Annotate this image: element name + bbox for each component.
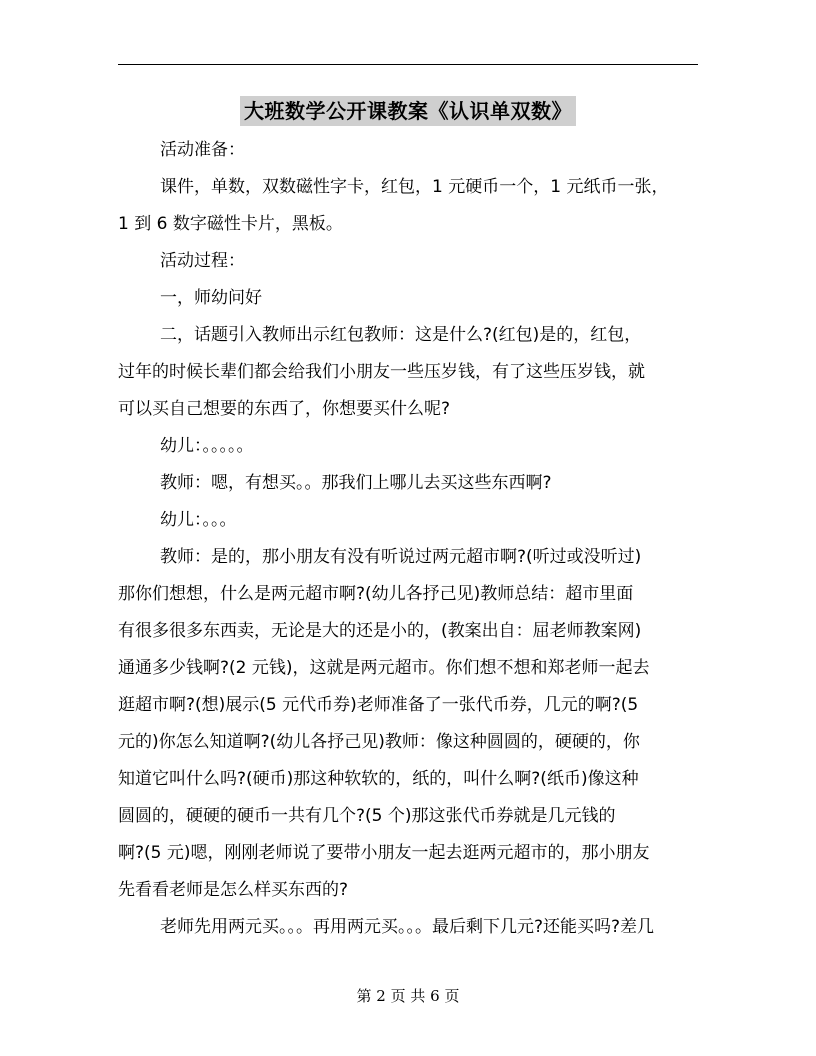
text-line: 1 到 6 数字磁性卡片，黑板。: [118, 214, 343, 234]
text-line: 教师：是的，那小朋友有没有听说过两元超市啊?(听过或没听过): [160, 547, 642, 567]
paragraph: [118, 280, 698, 317]
paragraph: [118, 465, 698, 502]
document-body: [118, 132, 698, 946]
paragraph: [118, 132, 698, 169]
paragraph: [118, 169, 698, 243]
text-line: 可以买自己想要的东西了，你想要买什么呢?: [118, 399, 451, 419]
text-line: 二，话题引入教师出示红包教师：这是什么?(红包)是的，红包，: [160, 325, 642, 345]
text-line: 圆圆的，硬硬的硬币一共有几个?(5 个)那这张代币券就是几元钱的: [118, 806, 616, 826]
text-line: 有很多很多东西卖，无论是大的还是小的，(教案出自：屈老师教案网): [118, 621, 642, 641]
text-line: 啊?(5 元)嗯，刚刚老师说了要带小朋友一起去逛两元超市的，那小朋友: [118, 843, 650, 863]
text-line: 老师先用两元买。。。再用两元买。。。最后剩下几元?还能买吗?差几: [160, 917, 655, 937]
paragraph: [118, 539, 698, 909]
paragraph: [118, 243, 698, 280]
paragraph: [118, 502, 698, 539]
text-line: 活动过程：: [160, 251, 245, 271]
header-rule: [118, 64, 698, 65]
text-line: 通通多少钱啊?(2 元钱)，这就是两元超市。你们想不想和郑老师一起去: [118, 658, 650, 678]
text-line: 教师：嗯，有想买。。那我们上哪儿去买这些东西啊?: [160, 473, 552, 493]
text-line: 先看看老师是怎么样买东西的?: [118, 880, 349, 900]
page-footer: 第 2 页 共 6 页: [356, 987, 460, 1005]
paragraph: [118, 909, 698, 946]
text-line: 逛超市啊?(想)展示(5 元代币券)老师准备了一张代币券，几元的啊?(5: [118, 695, 639, 715]
text-line: 元的)你怎么知道啊?(幼儿各抒己见)教师：像这种圆圆的，硬硬的，你: [118, 732, 640, 752]
text-line: 一，师幼问好: [160, 288, 262, 308]
text-line: 幼儿：。。。: [160, 510, 237, 530]
title-container: [0, 96, 816, 126]
paragraph: [118, 428, 698, 465]
text-line: 幼儿：。。。。。: [160, 436, 254, 456]
text-line: 课件，单数，双数磁性字卡，红包，1 元硬币一个，1 元纸币一张，: [160, 177, 669, 197]
paragraph: [118, 317, 698, 428]
text-line: 那你们想想，什么是两元超市啊?(幼儿各抒己见)教师总结：超市里面: [118, 584, 634, 604]
text-line: 过年的时候长辈们都会给我们小朋友一些压岁钱，有了这些压岁钱，就: [118, 362, 645, 382]
text-line: 活动准备：: [160, 140, 245, 160]
document-title: 大班数学公开课教案《认识单双数》: [240, 96, 576, 126]
text-line: 知道它叫什么吗?(硬币)那这种软软的，纸的，叫什么啊?(纸币)像这种: [118, 769, 639, 789]
